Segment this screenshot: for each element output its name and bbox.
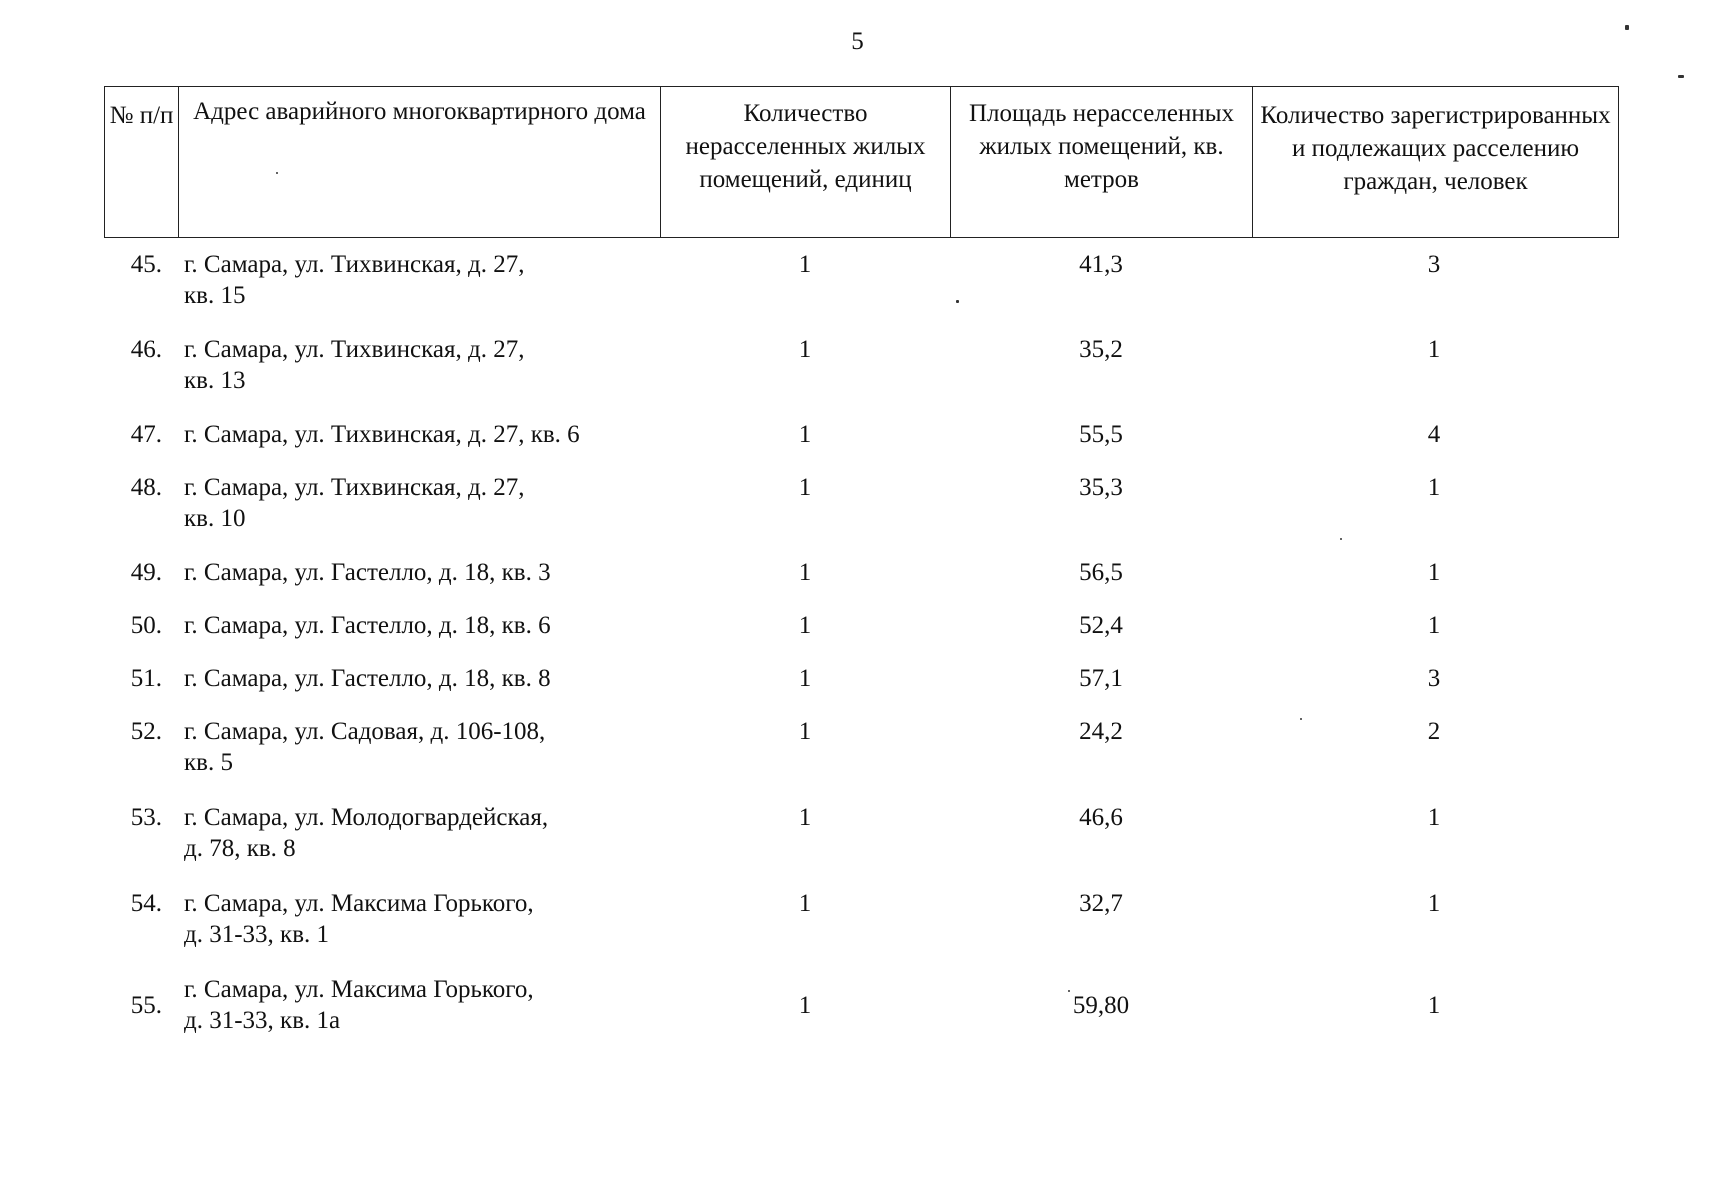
row-people: 1 [1427, 612, 1441, 639]
row-people: 2 [1427, 718, 1441, 745]
row-address: г. Самара, ул. Максима Горького, д. 31-33, кв. 1 [184, 890, 534, 948]
row-area: 35,3 [1079, 474, 1123, 501]
page-number: 5 [851, 28, 864, 55]
header-unsettled-area: Площадь нерасселенных жилых помещений, кв. метров [951, 87, 1253, 238]
scan-speck [276, 172, 278, 174]
row-count: 1 [798, 559, 812, 586]
row-area: 46,6 [1079, 804, 1123, 831]
row-people: 1 [1427, 890, 1441, 917]
row-count: 1 [798, 992, 812, 1019]
scan-speck [1678, 75, 1684, 78]
row-address: г. Самара, ул. Молодогвардейская, д. 78, кв. 8 [184, 804, 549, 862]
row-people: 1 [1427, 804, 1441, 831]
row-count: 1 [798, 251, 812, 278]
row-number: 52. [130, 718, 162, 745]
row-address: г. Самара, ул. Тихвинская, д. 27, кв. 10 [184, 474, 525, 532]
scan-speck [1340, 538, 1342, 540]
row-number: 51. [130, 665, 162, 692]
row-number: 46. [130, 336, 162, 363]
row-number: 45. [130, 251, 162, 278]
scan-speck [1300, 718, 1302, 720]
row-address: г. Самара, ул. Гастелло, д. 18, кв. 6 [184, 612, 551, 639]
row-number: 54. [130, 890, 162, 917]
row-number: 49. [130, 559, 162, 586]
row-area: 59,80 [1072, 992, 1130, 1019]
row-people: 1 [1427, 336, 1441, 363]
row-number: 48. [130, 474, 162, 501]
row-area: 56,5 [1079, 559, 1123, 586]
row-address: г. Самара, ул. Максима Горького, д. 31-33, кв. 1а [184, 976, 534, 1034]
row-count: 1 [798, 665, 812, 692]
row-area: 52,4 [1079, 612, 1123, 639]
scan-speck [1068, 990, 1070, 992]
row-number: 55. [130, 992, 162, 1019]
row-people: 1 [1427, 992, 1441, 1019]
row-area: 24,2 [1079, 718, 1123, 745]
row-count: 1 [798, 718, 812, 745]
row-address: г. Самара, ул. Гастелло, д. 18, кв. 3 [184, 559, 551, 586]
header-unsettled-count: Количество нерасселенных жилых помещений, единиц [661, 87, 951, 238]
row-address: г. Самара, ул. Тихвинская, д. 27, кв. 13 [184, 336, 525, 394]
row-area: 41,3 [1079, 251, 1123, 278]
row-address: г. Самара, ул. Тихвинская, д. 27, кв. 15 [184, 251, 525, 309]
row-address: г. Самара, ул. Гастелло, д. 18, кв. 8 [184, 665, 551, 692]
row-area: 32,7 [1079, 890, 1123, 917]
header-address: Адрес аварийного многоквартирного дома [179, 87, 661, 238]
row-count: 1 [798, 612, 812, 639]
row-people: 1 [1427, 559, 1441, 586]
row-area: 55,5 [1079, 421, 1123, 448]
header-registered-citizens: Количество зарегистрированных и подлежащих расселению граждан, человек [1253, 87, 1619, 238]
row-count: 1 [798, 474, 812, 501]
row-address: г. Самара, ул. Садовая, д. 106-108, кв. 5 [184, 718, 546, 776]
header-number: № п/п [105, 87, 179, 238]
row-people: 3 [1427, 665, 1441, 692]
row-people: 1 [1427, 474, 1441, 501]
row-number: 47. [130, 421, 162, 448]
row-people: 3 [1427, 251, 1441, 278]
row-count: 1 [798, 336, 812, 363]
row-count: 1 [798, 421, 812, 448]
row-area: 35,2 [1079, 336, 1123, 363]
scan-speck [1625, 25, 1629, 30]
row-number: 50. [130, 612, 162, 639]
row-count: 1 [798, 804, 812, 831]
row-number: 53. [130, 804, 162, 831]
row-count: 1 [798, 890, 812, 917]
row-area: 57,1 [1079, 665, 1123, 692]
scan-speck [956, 300, 959, 303]
row-address: г. Самара, ул. Тихвинская, д. 27, кв. 6 [184, 421, 580, 448]
row-people: 4 [1427, 421, 1441, 448]
